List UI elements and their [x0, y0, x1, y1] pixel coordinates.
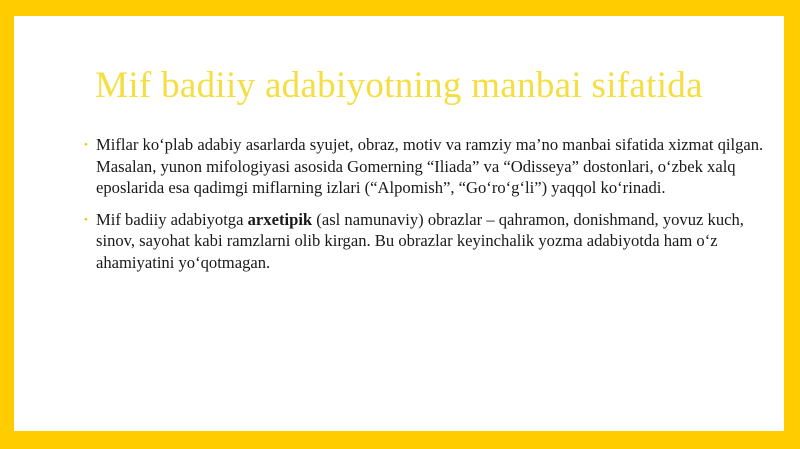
bullet-item [84, 134, 764, 199]
bullet-text-post: (asl namunaviy) obrazlar – qahramon, donishmand, yovuz kuch, sinov, sayohat kabi ramzlarni olib kirgan. Bu obrazlar keyinchalik yozma adabiyotda ham o‘z ahamiyatini yo‘qotmagan. [96, 209, 744, 272]
bullet-text-bold: arxetipik [247, 209, 313, 229]
slide [14, 16, 784, 431]
bullet-icon: • [84, 139, 88, 151]
slide-title: Mif badiiy adabiyotning manbai sifatida [95, 65, 703, 106]
bullet-item [84, 209, 764, 274]
bullet-text: Miflar ko‘plab adabiy asarlarda syujet, obraz, motiv va ramziy ma’no manbai sifatida xizmat qilgan. Masalan, yunon mifologiyasi asosida Gomerning “Iliada” va “Odisseya” dostonlari, o‘zbek xalq eposlarida esa qadimgi miflarning izlari (“Alpomish”, “Go‘ro‘g‘li”) yaqqol ko‘rinadi. [96, 135, 764, 198]
bullet-list [84, 134, 764, 284]
bullet-text-pre: Mif badiiy adabiyotga [96, 209, 248, 229]
bullet-icon: • [84, 213, 88, 226]
